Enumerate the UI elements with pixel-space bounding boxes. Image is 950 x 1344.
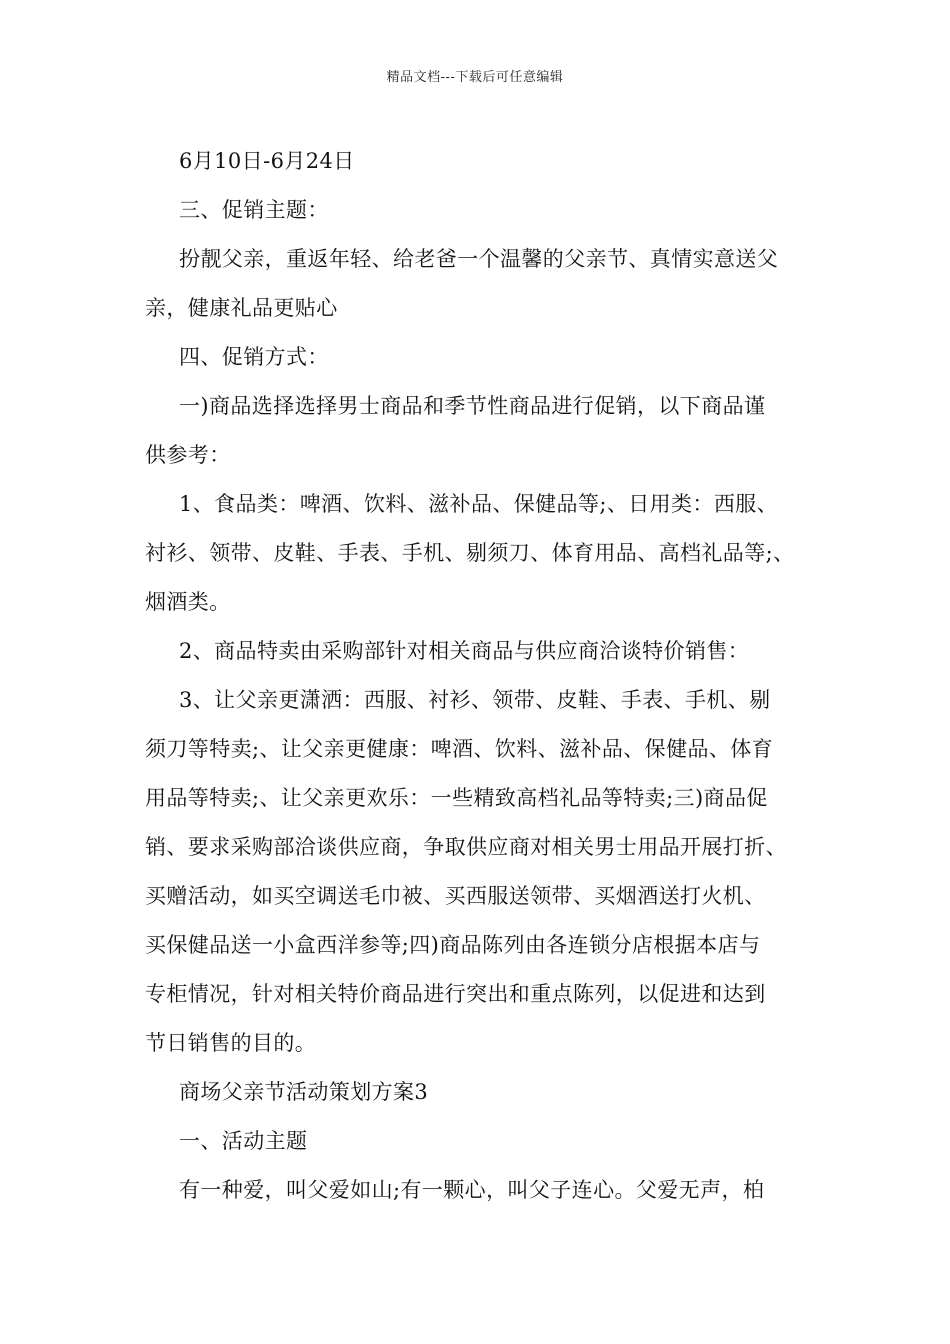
text-line: 销、要求采购部洽谈供应商，争取供应商对相关男士用品开展打折、 [145, 835, 787, 859]
text-lines [145, 137, 815, 1215]
text-line: 有一种爱，叫父爱如山;有一颗心，叫父子连心。父爱无声，柏 [179, 1178, 765, 1202]
text-line: 6月10日-6月24日 [179, 149, 355, 173]
document-body [145, 137, 815, 1215]
text-line: 买保健品送一小盒西洋参等;四)商品陈列由各连锁分店根据本店与 [145, 933, 761, 957]
page-header: 精品文档---下载后可任意编辑 [386, 70, 564, 85]
text-line: 1、食品类：啤酒、饮料、滋补品、保健品等;、日用类：西服、 [179, 492, 779, 516]
text-line: 扮靓父亲，重返年轻、给老爸一个温馨的父亲节、真情实意送父 [179, 247, 779, 271]
text-line: 商场父亲节活动策划方案3 [179, 1080, 429, 1104]
text-line: 供参考： [145, 443, 231, 467]
text-line: 烟酒类。 [145, 590, 231, 614]
text-line: 3、让父亲更潇洒：西服、衬衫、领带、皮鞋、手表、手机、剔 [179, 688, 771, 712]
text-line: 一)商品选择选择男士商品和季节性商品进行促销，以下商品谨 [179, 394, 766, 418]
text-line: 四、促销方式： [179, 345, 329, 369]
text-line: 亲，健康礼品更贴心 [145, 296, 338, 320]
text-line: 三、促销主题： [179, 198, 329, 222]
text-line: 买赠活动，如买空调送毛巾被、买西服送领带、买烟酒送打火机、 [145, 884, 766, 908]
text-line: 用品等特卖;、让父亲更欢乐：一些精致高档礼品等特卖;三)商品促 [145, 786, 768, 810]
text-line: 衬衫、领带、皮鞋、手表、手机、剔须刀、体育用品、高档礼品等;、 [145, 541, 795, 565]
text-line: 须刀等特卖;、让父亲更健康：啤酒、饮料、滋补品、保健品、体育 [145, 737, 774, 761]
text-line: 一、活动主题 [179, 1129, 308, 1153]
text-line: 专柜情况，针对相关特价商品进行突出和重点陈列，以促进和达到 [145, 982, 766, 1006]
text-line: 节日销售的目的。 [145, 1031, 317, 1055]
text-line: 2、商品特卖由采购部针对相关商品与供应商洽谈特价销售： [179, 639, 750, 663]
